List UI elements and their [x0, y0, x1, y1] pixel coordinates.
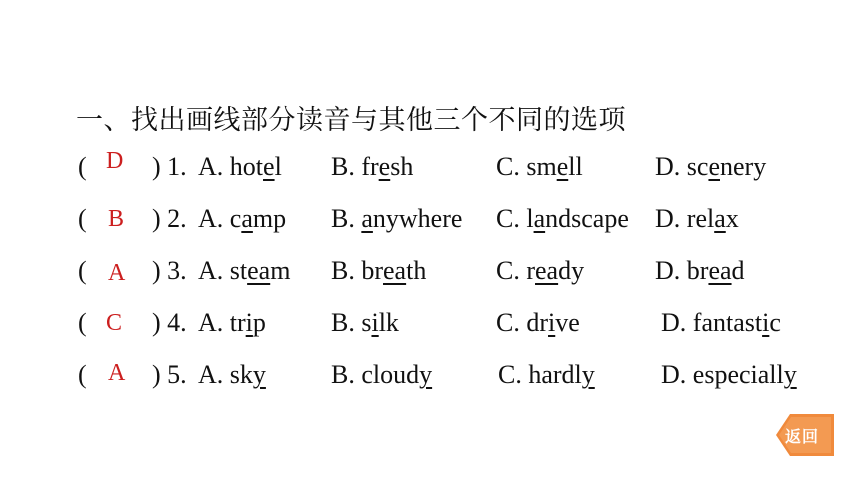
option-c: [498, 355, 595, 395]
underlined-letters: i: [762, 308, 770, 337]
option-letter: D.: [661, 308, 687, 337]
word-prefix: rel: [686, 204, 715, 233]
option-d: [661, 303, 781, 343]
underlined-letters: i: [245, 308, 253, 337]
answer-letter: B: [108, 206, 125, 232]
word-suffix: ndscape: [545, 204, 629, 233]
underlined-letters: e: [263, 152, 275, 181]
open-paren: (: [78, 308, 87, 337]
option-letter: C.: [496, 308, 520, 337]
option-b: [331, 303, 399, 343]
answer-letter: D: [106, 148, 124, 174]
word-prefix: r: [526, 256, 536, 285]
option-letter: C.: [496, 152, 520, 181]
word-prefix: fr: [361, 152, 379, 181]
option-d: [661, 355, 797, 395]
word-suffix: nywhere: [372, 204, 463, 233]
option-letter: B.: [331, 308, 355, 337]
option-letter: D.: [655, 152, 681, 181]
underlined-letters: i: [371, 308, 379, 337]
underlined-letters: y: [783, 360, 797, 389]
option-letter: A.: [198, 256, 224, 285]
word-prefix: s: [361, 308, 372, 337]
option-letter: A.: [198, 360, 224, 389]
option-d: [655, 199, 739, 239]
word-prefix: l: [526, 204, 534, 233]
word-suffix: th: [406, 256, 427, 285]
underlined-letters: y: [581, 360, 595, 389]
question-number: ) 2.: [152, 204, 187, 233]
back-button[interactable]: [776, 414, 834, 456]
word-prefix: cloud: [361, 360, 420, 389]
underlined-letters: a: [533, 204, 546, 233]
option-a: [198, 147, 282, 187]
option-c: [496, 251, 584, 291]
option-c: [496, 199, 629, 239]
word-prefix: br: [361, 256, 384, 285]
option-letter: B.: [331, 204, 355, 233]
underlined-letters: ea: [708, 256, 732, 285]
option-a: [198, 355, 266, 395]
open-paren: (: [78, 204, 87, 233]
option-a: [198, 303, 266, 343]
underlined-letters: a: [361, 204, 373, 233]
option-letter: D.: [655, 256, 681, 285]
answer-letter: C: [106, 310, 123, 336]
underlined-letters: ea: [247, 256, 271, 285]
underlined-letters: y: [252, 360, 266, 389]
word-prefix: especiall: [692, 360, 784, 389]
word-suffix: dy: [558, 256, 585, 285]
word-suffix: lk: [378, 308, 399, 337]
word-suffix: x: [725, 204, 739, 233]
answer-letter: A: [108, 360, 126, 386]
option-letter: C.: [498, 360, 522, 389]
word-suffix: ve: [555, 308, 580, 337]
option-letter: B.: [331, 360, 355, 389]
open-paren: (: [78, 256, 87, 285]
option-a: [198, 251, 290, 291]
option-letter: B.: [331, 152, 355, 181]
word-prefix: fantast: [692, 308, 763, 337]
option-d: [655, 147, 766, 187]
underlined-letters: e: [378, 152, 391, 181]
option-letter: D.: [655, 204, 681, 233]
option-letter: A.: [198, 204, 224, 233]
option-b: [331, 147, 413, 187]
option-b: [331, 251, 426, 291]
option-c: [496, 303, 580, 343]
word-suffix: m: [270, 256, 291, 285]
option-letter: C.: [496, 204, 520, 233]
word-prefix: hot: [229, 152, 264, 181]
underlined-letters: a: [714, 204, 726, 233]
word-suffix: d: [731, 256, 745, 285]
word-prefix: st: [229, 256, 248, 285]
section-title: 一、找出画线部分读音与其他三个不同的选项: [76, 105, 626, 136]
question-number: ) 3.: [152, 256, 187, 285]
word-prefix: c: [229, 204, 242, 233]
word-suffix: sh: [390, 152, 414, 181]
word-prefix: hardl: [528, 360, 582, 389]
answer-letter: A: [108, 260, 126, 286]
word-suffix: mp: [252, 204, 287, 233]
option-b: [331, 199, 462, 239]
word-prefix: br: [686, 256, 709, 285]
word-prefix: dr: [526, 308, 549, 337]
word-suffix: p: [252, 308, 266, 337]
option-c: [496, 147, 583, 187]
word-suffix: c: [769, 308, 781, 337]
option-b: [331, 355, 432, 395]
word-suffix: ll: [568, 152, 583, 181]
word-prefix: sm: [526, 152, 557, 181]
underlined-letters: y: [419, 360, 433, 389]
option-letter: A.: [198, 308, 224, 337]
option-letter: D.: [661, 360, 687, 389]
option-letter: A.: [198, 152, 224, 181]
underlined-letters: a: [241, 204, 253, 233]
underlined-letters: i: [548, 308, 556, 337]
question-number: ) 1.: [152, 152, 187, 181]
underlined-letters: e: [556, 152, 569, 181]
open-paren: (: [78, 360, 87, 389]
word-prefix: tr: [229, 308, 246, 337]
option-a: [198, 199, 286, 239]
option-letter: B.: [331, 256, 355, 285]
underlined-letters: ea: [383, 256, 407, 285]
option-letter: C.: [496, 256, 520, 285]
open-paren: (: [78, 152, 87, 181]
question-number: ) 4.: [152, 308, 187, 337]
word-suffix: nery: [720, 152, 767, 181]
option-d: [655, 251, 745, 291]
underlined-letters: e: [708, 152, 720, 181]
question-number: ) 5.: [152, 360, 187, 389]
word-prefix: sk: [229, 360, 253, 389]
underlined-letters: ea: [535, 256, 559, 285]
back-button-label: 返回: [785, 427, 820, 446]
word-prefix: sc: [686, 152, 709, 181]
word-suffix: l: [274, 152, 282, 181]
